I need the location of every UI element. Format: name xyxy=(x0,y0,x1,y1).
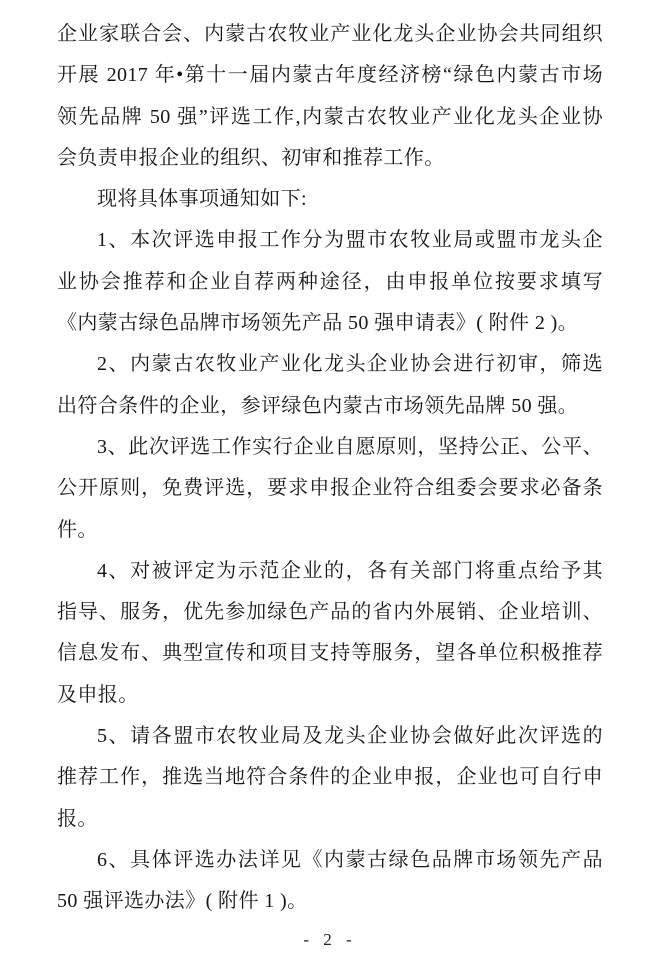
text-line: 会负责申报企业的组织、初审和推荐工作。 xyxy=(57,146,445,169)
text-line: 领先品牌 50 强”评选工作,内蒙古农牧业产业化龙头企业协 xyxy=(57,105,603,128)
text-line: 《内蒙古绿色品牌市场领先产品 50 强申请表》( 附件 2 )。 xyxy=(57,312,579,335)
text-line: 出符合条件的企业，参评绿色内蒙古市场领先品牌 50 强。 xyxy=(57,394,579,417)
text-line: 指导、服务，优先参加绿色产品的省内外展销、企业培训、 xyxy=(57,601,603,624)
text-line: 3、此次评选工作实行企业自愿原则，坚持公正、公平、 xyxy=(97,435,603,458)
text-line: 推荐工作，推选当地符合条件的企业申报，企业也可自行申 xyxy=(57,766,603,789)
text-line: 业协会推荐和企业自荐两种途径，由申报单位按要求填写 xyxy=(57,270,603,293)
text-line: 企业家联合会、内蒙古农牧业产业化龙头企业协会共同组织 xyxy=(57,23,603,45)
page-number: - 2 - xyxy=(303,929,357,949)
text-line: 报。 xyxy=(57,807,98,830)
text-line: 公开原则，免费评选，要求申报企业符合组委会要求必备条 xyxy=(57,477,603,500)
text-line: 2、内蒙古农牧业产业化龙头企业协会进行初审，筛选 xyxy=(97,353,603,376)
text-line: 6、具体评选办法详见《内蒙古绿色品牌市场领先产品 xyxy=(97,848,603,871)
text-line: 件。 xyxy=(57,518,98,541)
text-line: 及申报。 xyxy=(57,683,139,706)
text-line: 1、本次评选申报工作分为盟市农牧业局或盟市龙头企 xyxy=(97,229,603,252)
text-line: 开展 2017 年•第十一届内蒙古年度经济榜“绿色内蒙古市场 xyxy=(57,64,603,87)
text-line: 现将具体事项通知如下: xyxy=(97,188,307,211)
text-line: 4、对被评定为示范企业的，各有关部门将重点给予其 xyxy=(97,559,603,582)
text-line: 5、请各盟市农牧业局及龙头企业协会做好此次评选的 xyxy=(97,725,603,748)
text-line: 50 强评选办法》( 附件 1 )。 xyxy=(57,890,308,913)
text-line: 信息发布、典型宣传和项目支持等服务，望各单位积极推荐 xyxy=(57,642,603,665)
